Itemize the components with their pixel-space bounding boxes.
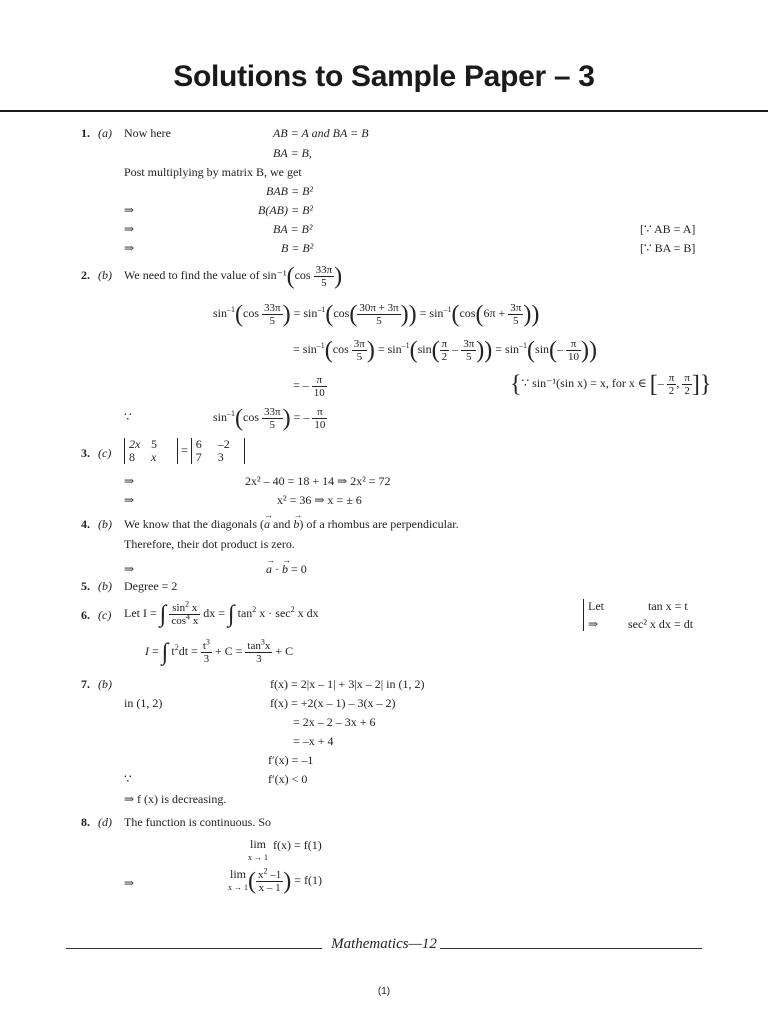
- q7-interval: in (1, 2): [124, 696, 163, 710]
- q6-eq-2: I = ∫ $t^2dt$ = $\frac{t^3}{3}$ + C = $\frac{\tan^3x}{3}$ + C: [145, 637, 294, 666]
- q2-eq-3: = – $\frac{\pi}{10}$: [293, 373, 325, 399]
- implies-symbol: ⇒: [124, 203, 135, 217]
- q3-eq-1: 2x² – 40 = 18 + 14 ⇒ 2x² = 72: [245, 474, 391, 488]
- answer-option: (d): [98, 815, 112, 829]
- because-symbol: ∵: [124, 410, 132, 424]
- implies-symbol: ⇒: [124, 241, 135, 255]
- q8-lim-1: lim x → 1: [248, 837, 268, 862]
- implies-symbol: ⇒: [124, 876, 135, 890]
- q5-text: Degree = 2: [124, 579, 178, 593]
- implies-symbol: ⇒: [124, 493, 135, 507]
- q6-side-eq-1: tan x = t: [648, 599, 688, 613]
- page-title: Solutions to Sample Paper – 3: [173, 60, 595, 93]
- q2-reason: {∵ sin⁻¹(sin x) = x, for x ∈ [– $\frac{\pi}{2}$ , $\frac{\pi}{2}$ ]}: [510, 371, 712, 398]
- q1-eq-2: BA = B,: [273, 146, 312, 160]
- q8-text: The function is continuous. So: [124, 815, 271, 829]
- answer-option: (c): [98, 446, 112, 460]
- q6-side-eq-2: sec² x dx = dt: [628, 617, 694, 631]
- answer-option: (a): [98, 126, 112, 140]
- q1-reason-2: [∵ BA = B]: [640, 241, 696, 255]
- q2-eq-4: $\sin^{-1}(\cos$ $\frac{33\pi}{5}$ ) = – $\frac{\pi}{10}$: [213, 405, 326, 432]
- q1-eq-4: B(AB) = B²: [258, 203, 314, 217]
- q7-conclusion: ⇒ f (x) is decreasing.: [124, 792, 227, 806]
- question-number: 5.: [81, 579, 90, 593]
- question-number: 2.: [81, 268, 90, 282]
- q1-eq-3: BAB = B²: [266, 184, 314, 198]
- answer-option: (b): [98, 677, 112, 691]
- q6-eq-1: Let I = ∫ $\frac{\sin^2 x}{\cos^4 x}$ dx = ∫ $\tan^2 x \cdot \sec^2 x$ dx: [124, 599, 319, 628]
- q1-reason-1: [∵ AB = A]: [640, 222, 696, 236]
- q7-eq-5: f′(x) = –1: [268, 753, 314, 767]
- question-number: 7.: [81, 677, 90, 691]
- answer-option: (c): [98, 608, 112, 622]
- q7-eq-2: f(x) = +2(x – 1) – 3(x – 2): [270, 696, 396, 710]
- q1-eq-5: BA = B²: [273, 222, 313, 236]
- q2-eq-2: = $\sin^{-1}(\cos$ $\frac{3\pi}{5}$ ) = $\sin^{-1}(\sin$( $\frac{\pi}{2}$ – $\frac{3\pi}{5}$ )) = $\sin^{-1}(\sin(-$ $\frac{\pi}{10}$ )): [293, 337, 598, 364]
- q4-text-1: We know that the diagonals (→ a and → b) of a rhombus are perpendicular.: [124, 517, 459, 531]
- q7-eq-4: = –x + 4: [293, 734, 334, 748]
- implies-symbol: ⇒: [124, 562, 135, 576]
- question-number: 6.: [81, 608, 90, 622]
- answer-option: (b): [98, 517, 112, 531]
- q8-eq-1: f(x) = f(1): [273, 838, 322, 852]
- q1-eq-1: AB = A and BA = B: [273, 126, 369, 140]
- q2-eq-1: $\sin^{-1}(\cos$ $\frac{33\pi}{5}$ ) = $\sin^{-1}(\cos$( $\frac{30\pi + 3\pi}{5}$ )) = $\sin^{-1}(\cos(6\pi$ + $\frac{3\pi}{5}$ )): [213, 301, 540, 328]
- q2-intro: We need to find the value of sin⁻¹(cos $\frac{33\pi}{5}$ ): [124, 263, 343, 290]
- implies-symbol: ⇒: [124, 222, 135, 236]
- title-divider: [0, 110, 768, 112]
- implies-symbol: ⇒: [588, 617, 599, 631]
- implies-symbol: ⇒: [124, 474, 135, 488]
- question-number: 8.: [81, 815, 90, 829]
- substitution-bracket: [583, 599, 584, 631]
- q3-determinant: 2x 5 8 x = 6 –2 7 3: [124, 438, 245, 464]
- q1-eq-6: B = B²: [281, 241, 314, 255]
- q1-text: Post multiplying by matrix B, we get: [124, 165, 302, 179]
- q1-intro: Now here: [124, 126, 171, 140]
- q4-eq: → a · → b = 0: [266, 562, 307, 576]
- q7-eq-3: = 2x – 2 – 3x + 6: [293, 715, 376, 729]
- q7-eq-6: f′(x) < 0: [268, 772, 308, 786]
- question-number: 4.: [81, 517, 90, 531]
- because-symbol: ∵: [124, 772, 132, 786]
- q8-eq-2: lim x → 1( $\frac{x^2 -1}{x - 1}$ ) = f(1): [228, 866, 323, 895]
- q3-eq-2: x² = 36 ⇒ x = ± 6: [277, 493, 362, 507]
- question-number: 1.: [81, 126, 90, 140]
- page-number: (1): [377, 986, 391, 997]
- footer-title: Mathematics—12: [331, 936, 437, 952]
- q4-text-2: Therefore, their dot product is zero.: [124, 537, 295, 551]
- answer-option: (b): [98, 268, 112, 282]
- question-number: 3.: [81, 446, 90, 460]
- q7-eq-1: f(x) = 2|x – 1| + 3|x – 2| in (1, 2): [270, 677, 425, 691]
- q6-side-let: Let: [588, 599, 604, 613]
- answer-option: (b): [98, 579, 112, 593]
